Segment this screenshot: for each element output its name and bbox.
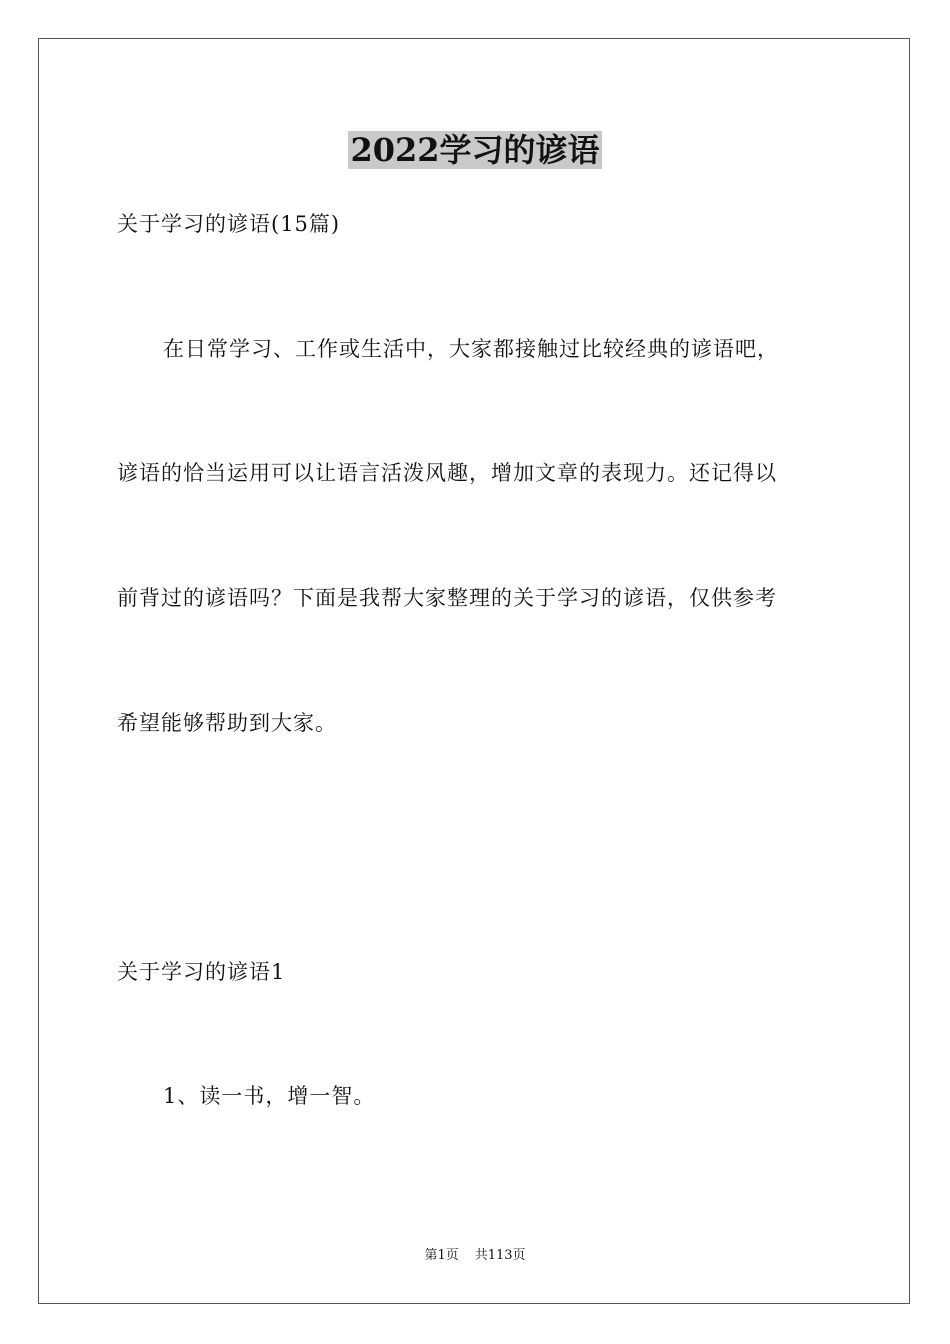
intro-line-4: 希望能够帮助到大家。 bbox=[117, 711, 337, 735]
intro-line-3: 前背过的谚语吗？下面是我帮大家整理的关于学习的谚语，仅供参考 bbox=[117, 586, 777, 610]
intro-line-1: 在日常学习、工作或生活中，大家都接触过比较经典的谚语吧， bbox=[163, 337, 779, 361]
intro-line-2: 谚语的恰当运用可以让语言活泼风趣，增加文章的表现力。还记得以 bbox=[117, 461, 777, 485]
document-title-container bbox=[0, 128, 950, 172]
page-total: 共113页 bbox=[474, 1248, 526, 1263]
page-number: 第1页 bbox=[424, 1248, 459, 1263]
list-item: 1、读一书，增一智。 bbox=[163, 1084, 376, 1108]
document-title: 2022学习的谚语 bbox=[350, 131, 600, 169]
page-footer bbox=[0, 1246, 950, 1266]
section-heading: 关于学习的谚语1 bbox=[117, 960, 286, 984]
document-subtitle: 关于学习的谚语(15篇) bbox=[117, 212, 341, 236]
